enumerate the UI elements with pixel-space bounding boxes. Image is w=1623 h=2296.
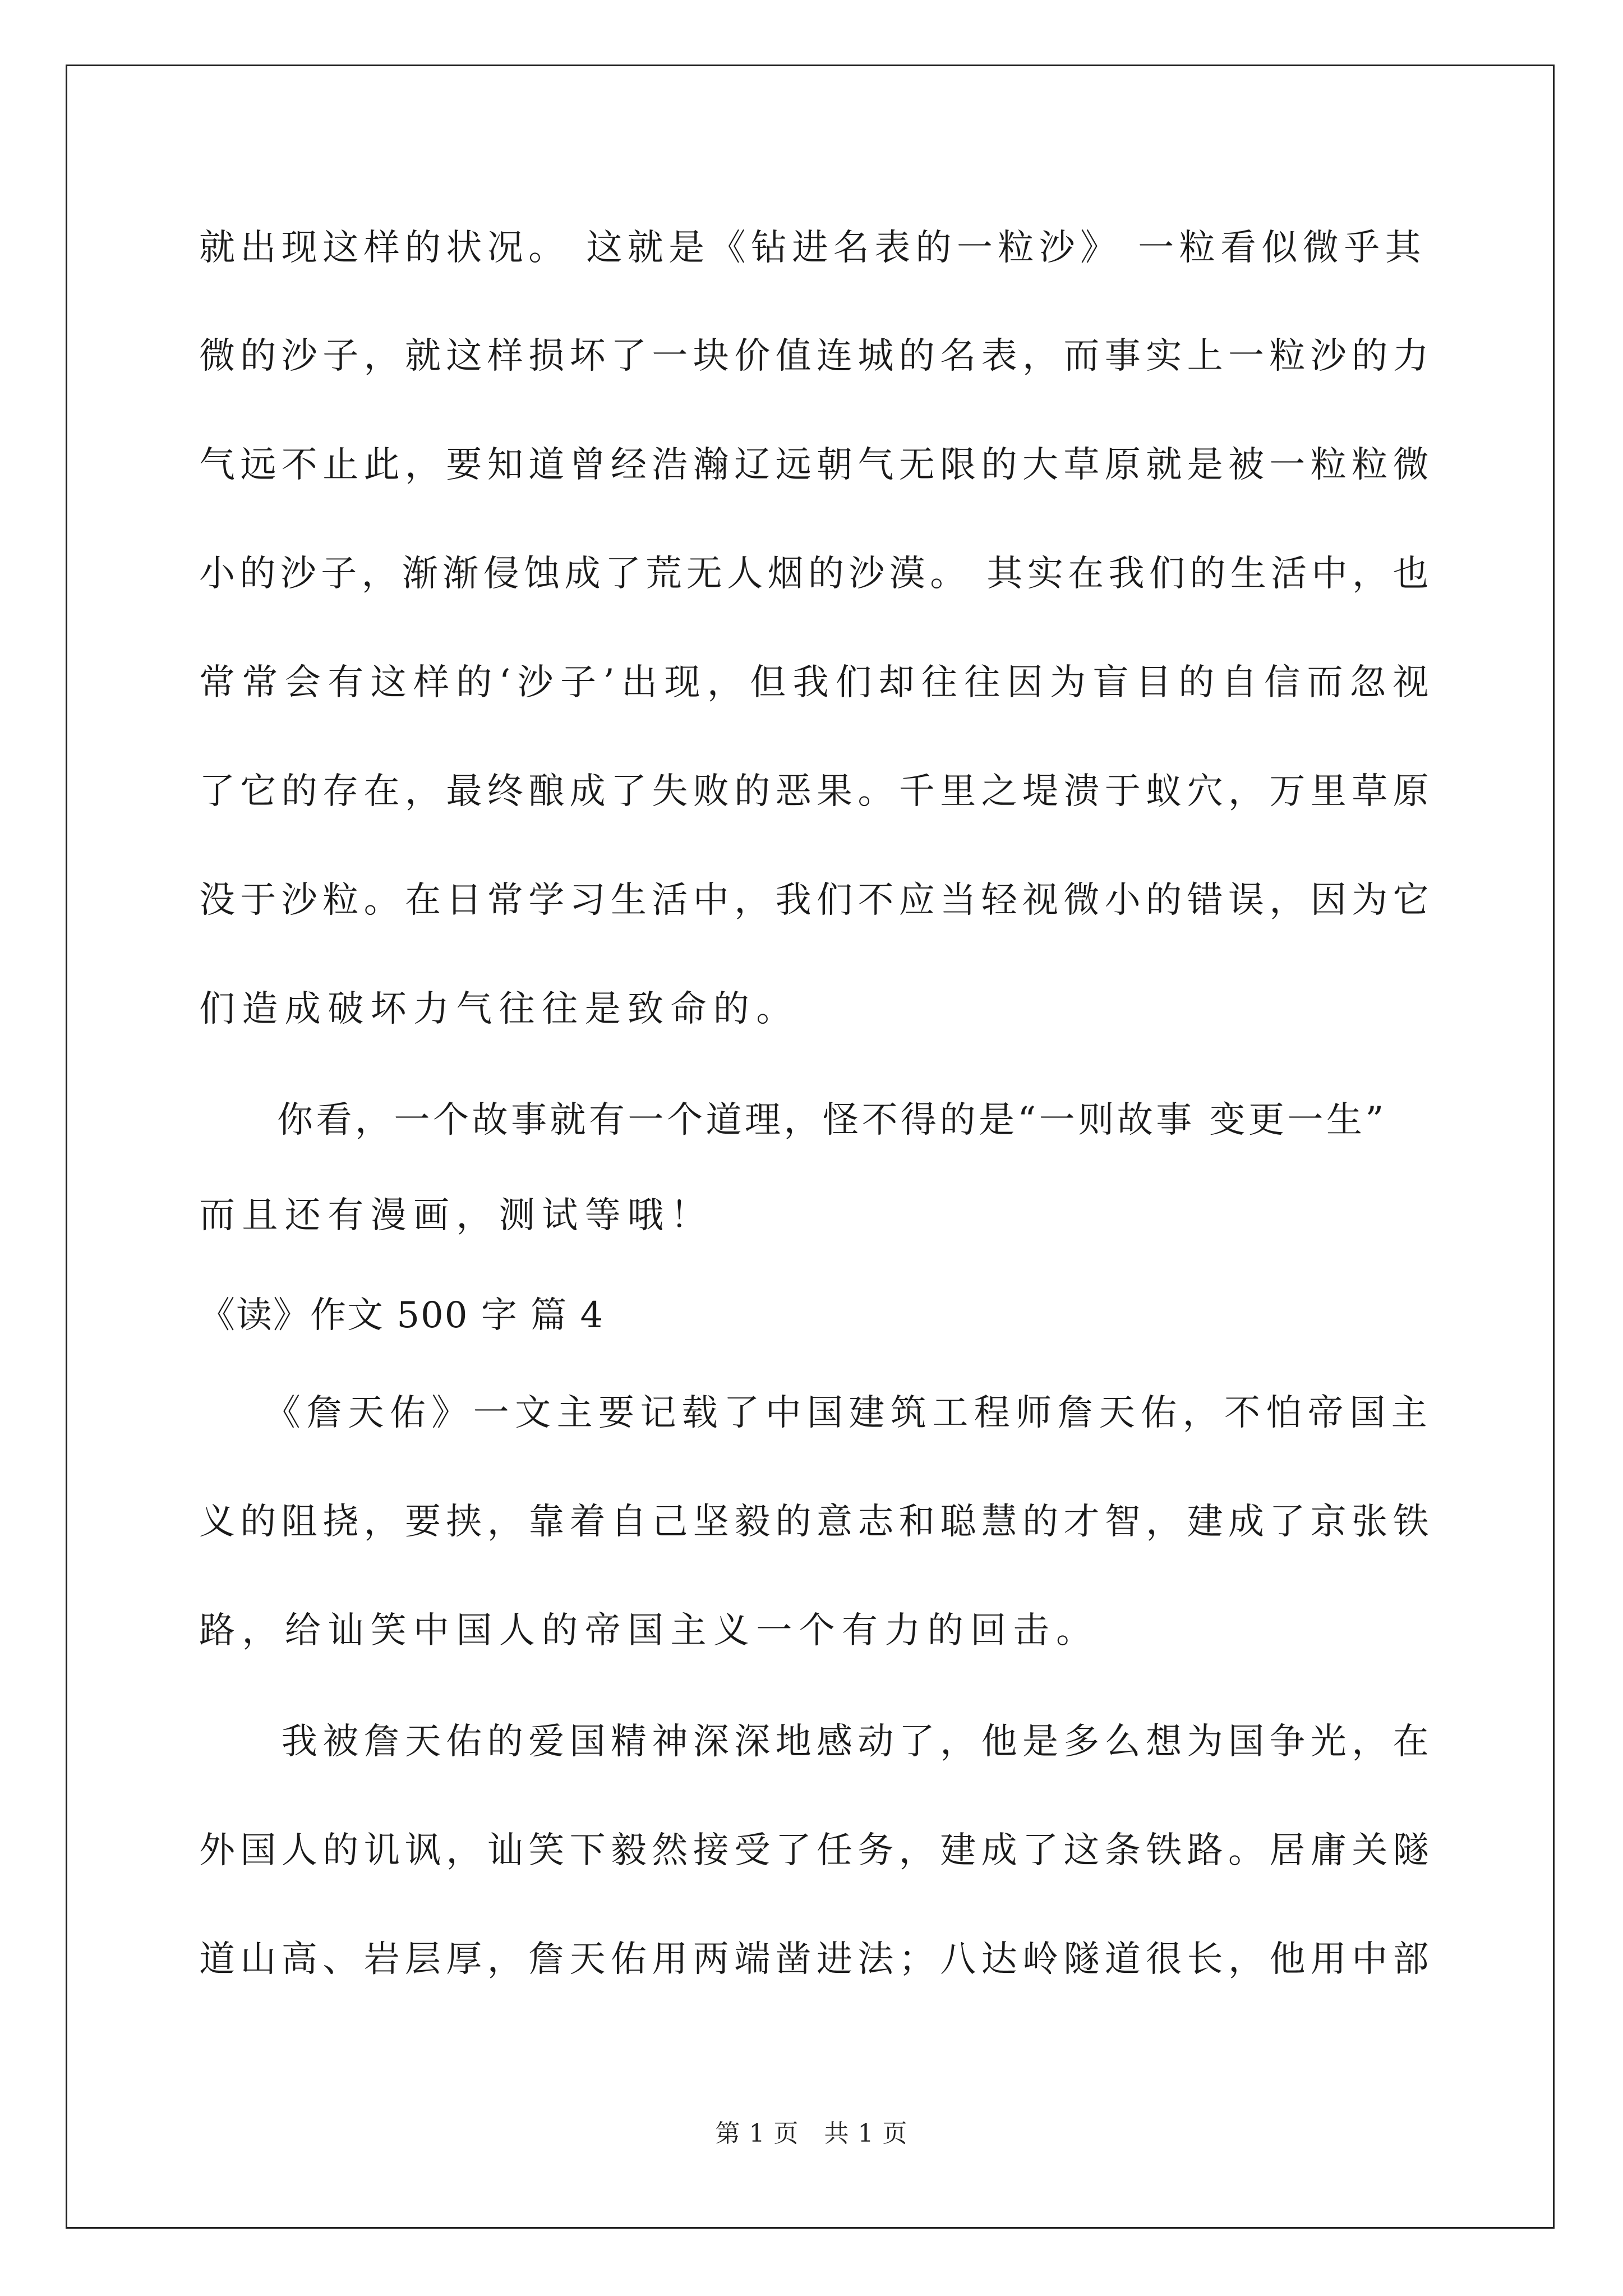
body-text-line: 微的沙子，就这样损坏了一块价值连城的名表，而事实上一粒沙的力 — [199, 335, 1434, 377]
page-border — [66, 65, 1555, 2229]
page-number-footer: 第 1 页 共 1 页 — [715, 2119, 908, 2148]
body-text-line: 了它的存在，最终酿成了失败的恶果。千里之堤溃于蚁穴，万里草原 — [199, 771, 1434, 812]
body-text-line: 外国人的讥讽，讪笑下毅然接受了任务，建成了这条铁路。居庸关隧 — [199, 1830, 1434, 1871]
body-text-line: 常常会有这样的‘沙子’出现，但我们却往往因为盲目的自信而忽视 — [199, 662, 1436, 703]
body-text-line: 就出现这样的状况。 这就是《钻进名表的一粒沙》 一粒看似微乎其 — [199, 227, 1427, 269]
body-text-line: 路，给讪笑中国人的帝国主义一个有力的回击。 — [199, 1610, 1099, 1651]
body-text-line: 而且还有漫画，测试等哦！ — [199, 1195, 713, 1236]
section-heading: 《读》作文 500 字 篇 4 — [199, 1295, 605, 1336]
body-text-line: 我被詹天佑的爱国精神深深地感动了，他是多么想为国争光，在 — [199, 1721, 1434, 1763]
body-text-line: 们造成破坏力气往往是致命的。 — [199, 988, 799, 1030]
body-text-line: 义的阻挠，要挟，靠着自己坚毅的意志和聪慧的才智，建成了京张铁 — [199, 1501, 1434, 1543]
body-text-line: 气远不止此，要知道曾经浩瀚辽远朝气无限的大草原就是被一粒粒微 — [199, 444, 1434, 486]
body-text-line: 你看，一个故事就有一个道理，怪不得的是“一则故事 变更一生” — [199, 1099, 1387, 1141]
body-text-line: 道山高、岩层厚，詹天佑用两端凿进法；八达岭隧道很长，他用中部 — [199, 1939, 1434, 1980]
body-text-line: 小的沙子，渐渐侵蚀成了荒无人烟的沙漠。 其实在我们的生活中，也 — [199, 553, 1433, 595]
body-text-line: 没于沙粒。在日常学习生活中，我们不应当轻视微小的错误，因为它 — [199, 880, 1434, 921]
body-text-line: 《詹天佑》一文主要记载了中国建筑工程师詹天佑，不怕帝国主 — [199, 1392, 1433, 1434]
